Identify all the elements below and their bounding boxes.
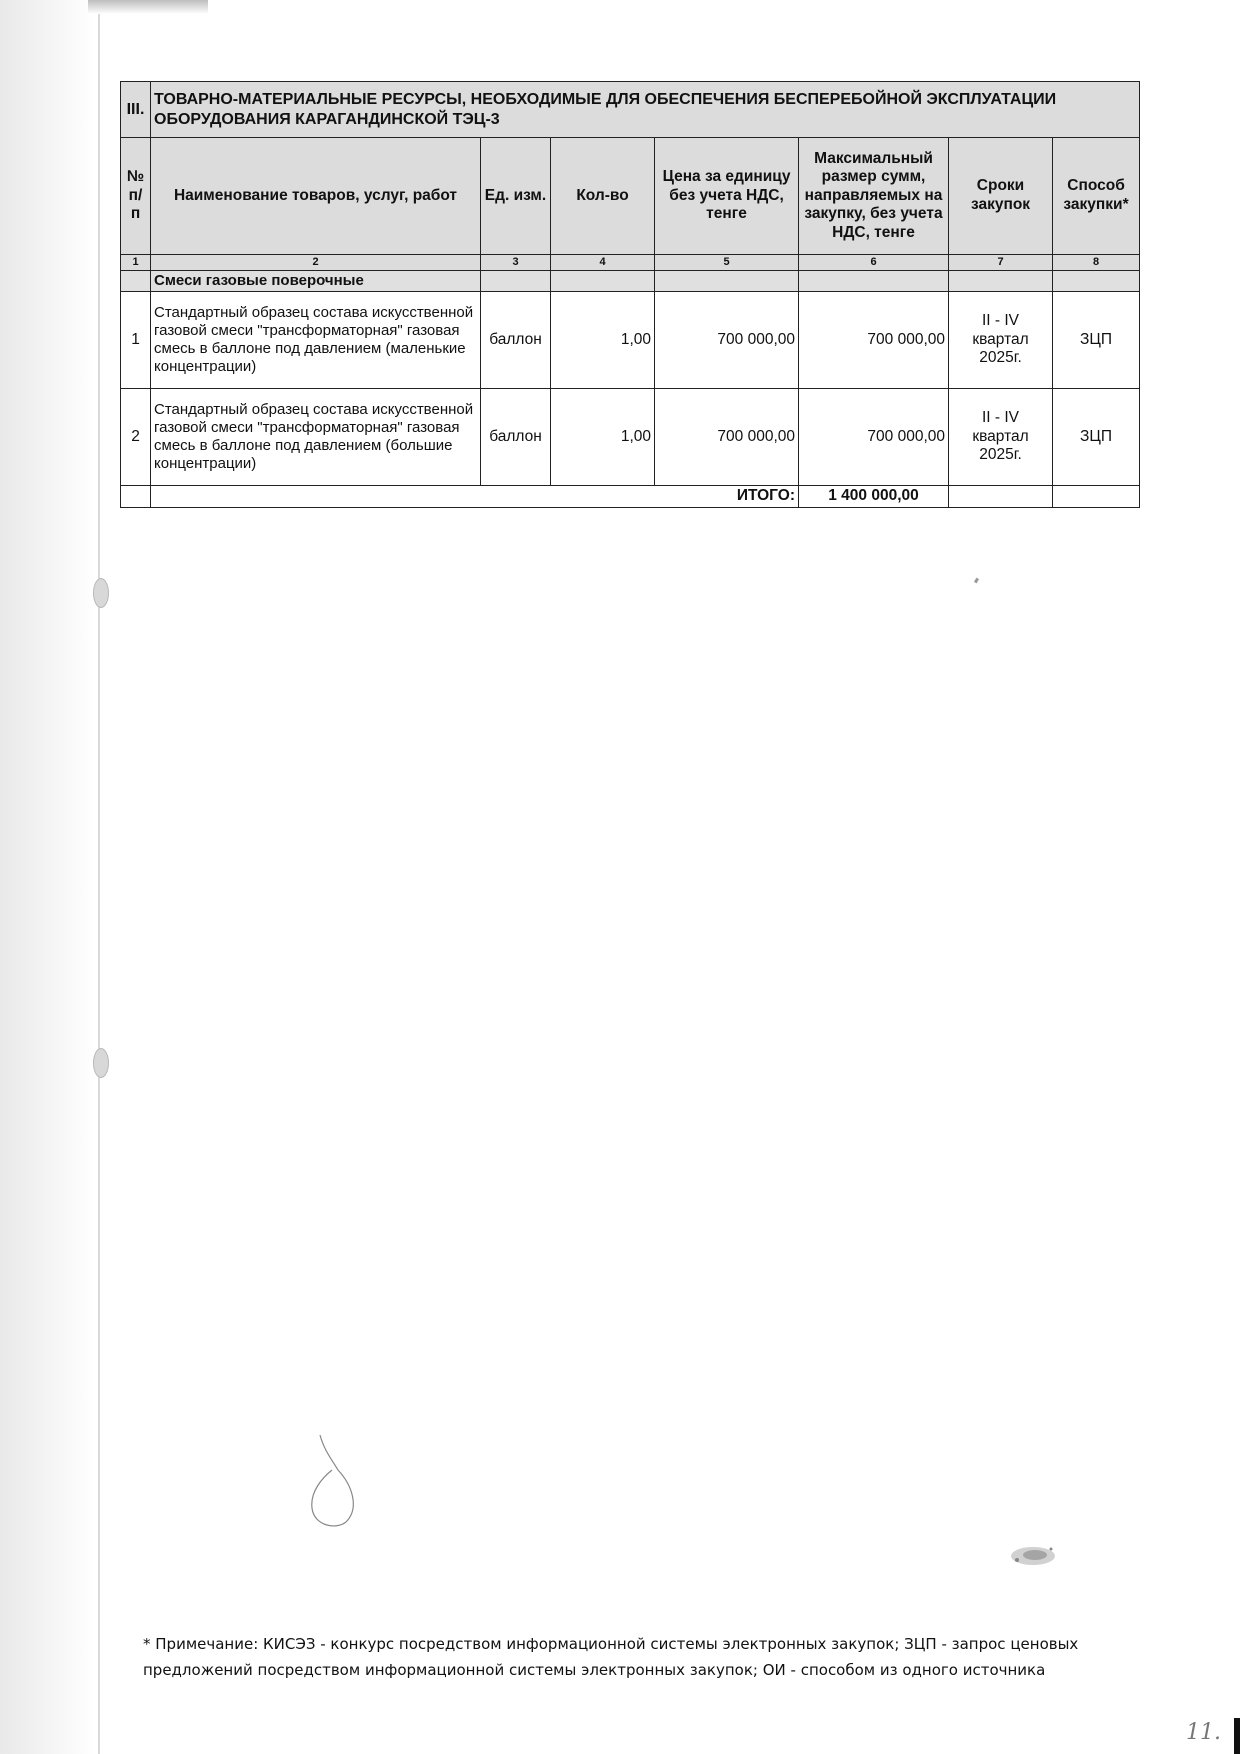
row-unit-price: 700 000,00	[655, 389, 799, 486]
scan-edge-mark	[1234, 1718, 1240, 1754]
column-number: 7	[949, 255, 1053, 271]
column-number: 4	[551, 255, 655, 271]
header-unit-price: Цена за единицу без учета НДС, тенге	[655, 138, 799, 255]
column-number: 1	[121, 255, 151, 271]
punch-hole-icon	[93, 578, 109, 608]
header-number: № п/п	[121, 138, 151, 255]
group-row	[121, 271, 1140, 292]
row-unit-price: 700 000,00	[655, 292, 799, 389]
total-empty-cell	[121, 486, 151, 508]
group-empty-cell	[949, 271, 1053, 292]
row-quantity: 1,00	[551, 292, 655, 389]
row-method: ЗЦП	[1053, 389, 1140, 486]
header-max-amount: Максимальный размер сумм, направляемых на закупку, без учета НДС, тенге	[799, 138, 949, 255]
row-item-name: Стандартный образец состава искусственной газовой смеси "трансформаторная" газовая смесь в баллоне под давлением (большие концентрации)	[151, 389, 481, 486]
column-number: 3	[481, 255, 551, 271]
group-empty-cell	[1053, 271, 1140, 292]
total-value: 1 400 000,00	[799, 486, 949, 508]
scan-edge-line	[98, 0, 100, 1754]
page-number: 11.	[1186, 1720, 1221, 1745]
total-row	[121, 486, 1140, 508]
header-quantity: Кол-во	[551, 138, 655, 255]
scan-top-shadow	[88, 0, 208, 14]
scan-speck	[974, 578, 979, 584]
scan-left-edge	[0, 0, 96, 1754]
column-number: 8	[1053, 255, 1140, 271]
row-quantity: 1,00	[551, 389, 655, 486]
row-unit: баллон	[481, 389, 551, 486]
group-empty-cell	[481, 271, 551, 292]
procurement-table	[120, 81, 1140, 508]
group-empty-cell	[551, 271, 655, 292]
column-number-row	[121, 255, 1140, 271]
header-row	[121, 138, 1140, 255]
column-number: 5	[655, 255, 799, 271]
table-row	[121, 292, 1140, 389]
row-number: 1	[121, 292, 151, 389]
punch-hole-icon	[93, 1048, 109, 1078]
total-label: ИТОГО:	[151, 486, 799, 508]
row-total: 700 000,00	[799, 389, 949, 486]
section-row	[121, 82, 1140, 138]
header-unit: Ед. изм.	[481, 138, 551, 255]
row-unit: баллон	[481, 292, 551, 389]
header-name: Наименование товаров, услуг, работ	[151, 138, 481, 255]
group-empty-cell	[121, 271, 151, 292]
row-number: 2	[121, 389, 151, 486]
section-title: ТОВАРНО-МАТЕРИАЛЬНЫЕ РЕСУРСЫ, НЕОБХОДИМЫЕ ДЛЯ ОБЕСПЕЧЕНИЯ БЕСПЕРЕБОЙНОЙ ЭКСПЛУАТАЦИИ ОБОРУДОВАНИЯ КАРАГАНДИНСКОЙ ТЭЦ-3	[151, 82, 1140, 138]
header-period: Сроки закупок	[949, 138, 1053, 255]
column-number: 2	[151, 255, 481, 271]
group-empty-cell	[799, 271, 949, 292]
row-period: II - IV квартал 2025г.	[949, 292, 1053, 389]
section-number: III.	[121, 82, 151, 138]
table-row	[121, 389, 1140, 486]
group-empty-cell	[655, 271, 799, 292]
column-number: 6	[799, 255, 949, 271]
row-total: 700 000,00	[799, 292, 949, 389]
signature-scribble	[300, 1430, 380, 1530]
ink-smudge	[1005, 1540, 1061, 1572]
total-empty-cell	[1053, 486, 1140, 508]
row-period: II - IV квартал 2025г.	[949, 389, 1053, 486]
total-empty-cell	[949, 486, 1053, 508]
group-name: Смеси газовые поверочные	[151, 271, 481, 292]
row-method: ЗЦП	[1053, 292, 1140, 389]
header-method: Способ закупки*	[1053, 138, 1140, 255]
footnote: * Примечание: КИСЭЗ - конкурс посредством информационной системы электронных закупок; ЗЦП - запрос ценовых предложений посредством информационной системы электронных закупок; ОИ - способом из одного источника	[143, 1635, 1079, 1679]
row-item-name: Стандартный образец состава искусственной газовой смеси "трансформаторная" газовая смесь в баллоне под давлением (маленькие концентрации)	[151, 292, 481, 389]
